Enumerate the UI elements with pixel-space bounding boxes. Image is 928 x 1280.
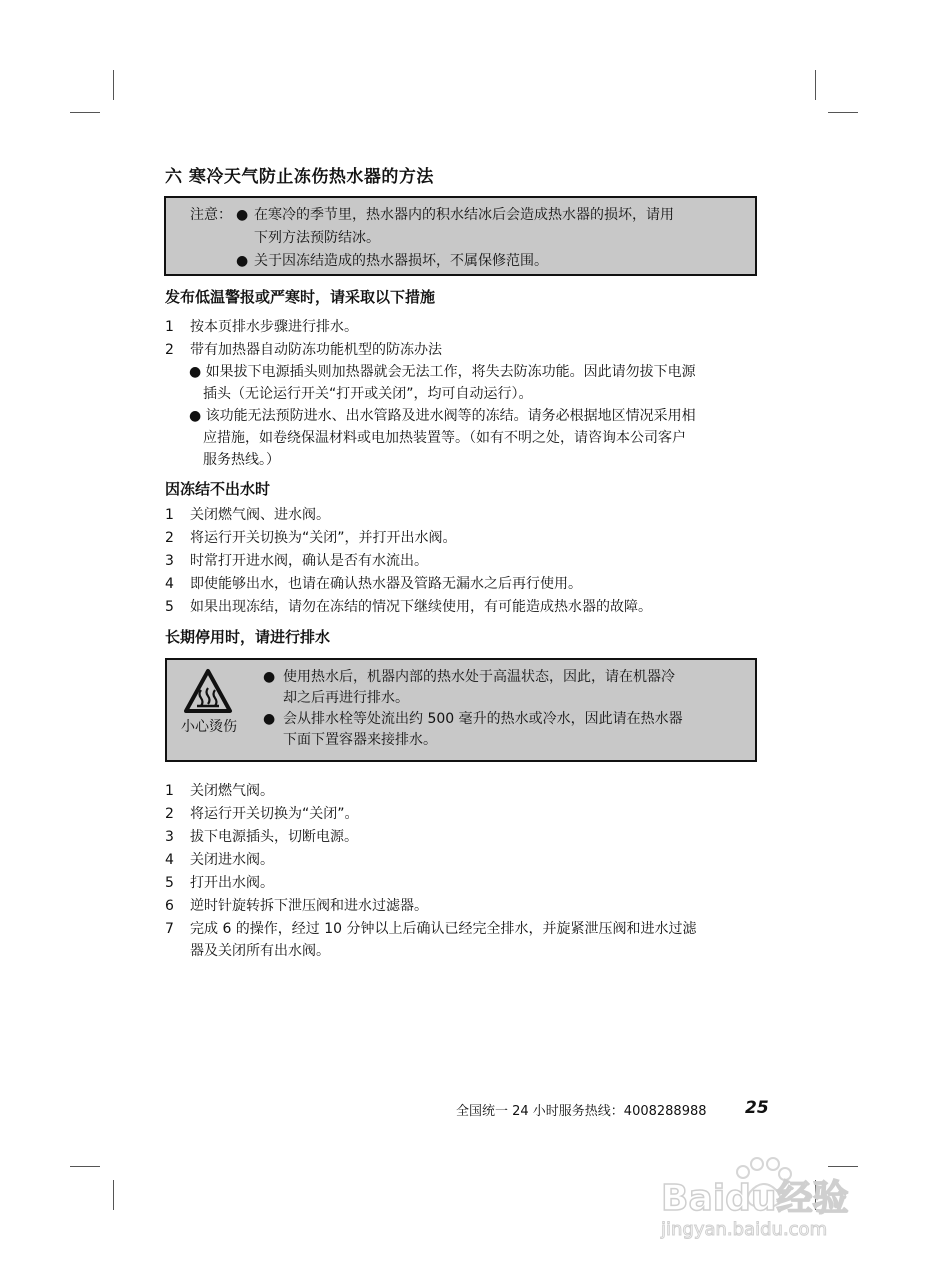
- warning-text: 使用热水后，机器内部的热水处于高温状态，因此，请在机器冷: [283, 669, 675, 685]
- watermark-url: jingyan.baidu.com: [661, 1219, 828, 1240]
- warning-text: 下面下置容器来接排水。: [283, 732, 437, 748]
- sub-item: ● 如果拔下电源插头则加热器就会无法工作，将失去防冻功能。因此请勿拔下电源: [189, 364, 696, 380]
- sub-item-cont: 插头（无论运行开关“打开或关闭”，均可自动运行）。: [203, 386, 533, 402]
- page-title: 六 寒冷天气防止冻伤热水器的方法: [165, 167, 434, 187]
- sub-item: ● 该功能无法预防进水、出水管路及进水阀等的冻结。请务必根据地区情况采用相: [189, 408, 696, 424]
- list-item: 4 即使能够出水，也请在确认热水器及管路无漏水之后再行使用。: [165, 576, 582, 592]
- section-heading: 长期停用时，请进行排水: [165, 628, 331, 646]
- warning-text: 却之后再进行排水。: [283, 690, 409, 706]
- crop-mark: [70, 112, 100, 113]
- crop-mark: [113, 70, 114, 100]
- page-number: 25: [745, 1098, 769, 1118]
- notice-text: 下列方法预防结冰。: [254, 230, 380, 246]
- notice-box: [164, 196, 757, 276]
- bullet-icon: ●: [263, 711, 276, 727]
- list-item: 1 关闭燃气阀。: [165, 783, 274, 799]
- baidu-jingyan-watermark: [655, 1150, 875, 1240]
- warning-label: 小心烫伤: [181, 719, 237, 735]
- hot-surface-warning-icon: [183, 668, 233, 714]
- list-item: 6 逆时针旋转拆下泄压阀和进水过滤器。: [165, 898, 428, 914]
- list-item: 7 完成 6 的操作，经过 10 分钟以上后确认已经完全排水，并旋紧泄压阀和进水过滤: [165, 921, 697, 937]
- list-item: 2 带有加热器自动防冻功能机型的防冻办法: [165, 342, 442, 358]
- notice-text: 关于因冻结造成的热水器损坏，不属保修范围。: [254, 253, 548, 269]
- list-item: 1 关闭燃气阀、进水阀。: [165, 507, 330, 523]
- bullet-icon: ●: [263, 669, 276, 685]
- list-item: 3 拔下电源插头，切断电源。: [165, 829, 358, 845]
- list-item: 4 关闭进水阀。: [165, 852, 274, 868]
- list-item: 2 将运行开关切换为“关闭”，并打开出水阀。: [165, 530, 457, 546]
- list-item: 5 打开出水阀。: [165, 875, 274, 891]
- sub-item-cont: 应措施，如卷绕保温材料或电加热装置等。（如有不明之处，请咨询本公司客户: [203, 430, 686, 446]
- list-item: 1 按本页排水步骤进行排水。: [165, 319, 358, 335]
- bullet-icon: ●: [236, 253, 249, 269]
- notice-label: 注意：: [190, 207, 232, 223]
- list-item: 2 将运行开关切换为“关闭”。: [165, 806, 359, 822]
- bullet-icon: ●: [236, 207, 249, 223]
- list-item: 3 时常打开进水阀，确认是否有水流出。: [165, 553, 428, 569]
- section-heading: 发布低温警报或严寒时，请采取以下措施: [165, 288, 436, 306]
- crop-mark: [828, 112, 858, 113]
- section-heading: 因冻结不出水时: [165, 480, 271, 498]
- footer-hotline: 全国统一 24 小时服务热线：4008288988: [456, 1104, 707, 1119]
- crop-mark: [70, 1166, 100, 1167]
- warning-box: [165, 658, 757, 762]
- list-item: 5 如果出现冻结，请勿在冻结的情况下继续使用，有可能造成热水器的故障。: [165, 599, 652, 615]
- sub-item-cont: 服务热线。）: [203, 452, 280, 468]
- crop-mark: [113, 1180, 114, 1210]
- crop-mark: [815, 70, 816, 100]
- list-item-cont: 器及关闭所有出水阀。: [190, 943, 330, 959]
- warning-text: 会从排水栓等处流出约 500 毫升的热水或冷水，因此请在热水器: [283, 711, 683, 727]
- watermark-brand: Baidu经验: [661, 1178, 849, 1219]
- notice-text: 在寒冷的季节里，热水器内的积水结冰后会造成热水器的损坏，请用: [254, 207, 674, 223]
